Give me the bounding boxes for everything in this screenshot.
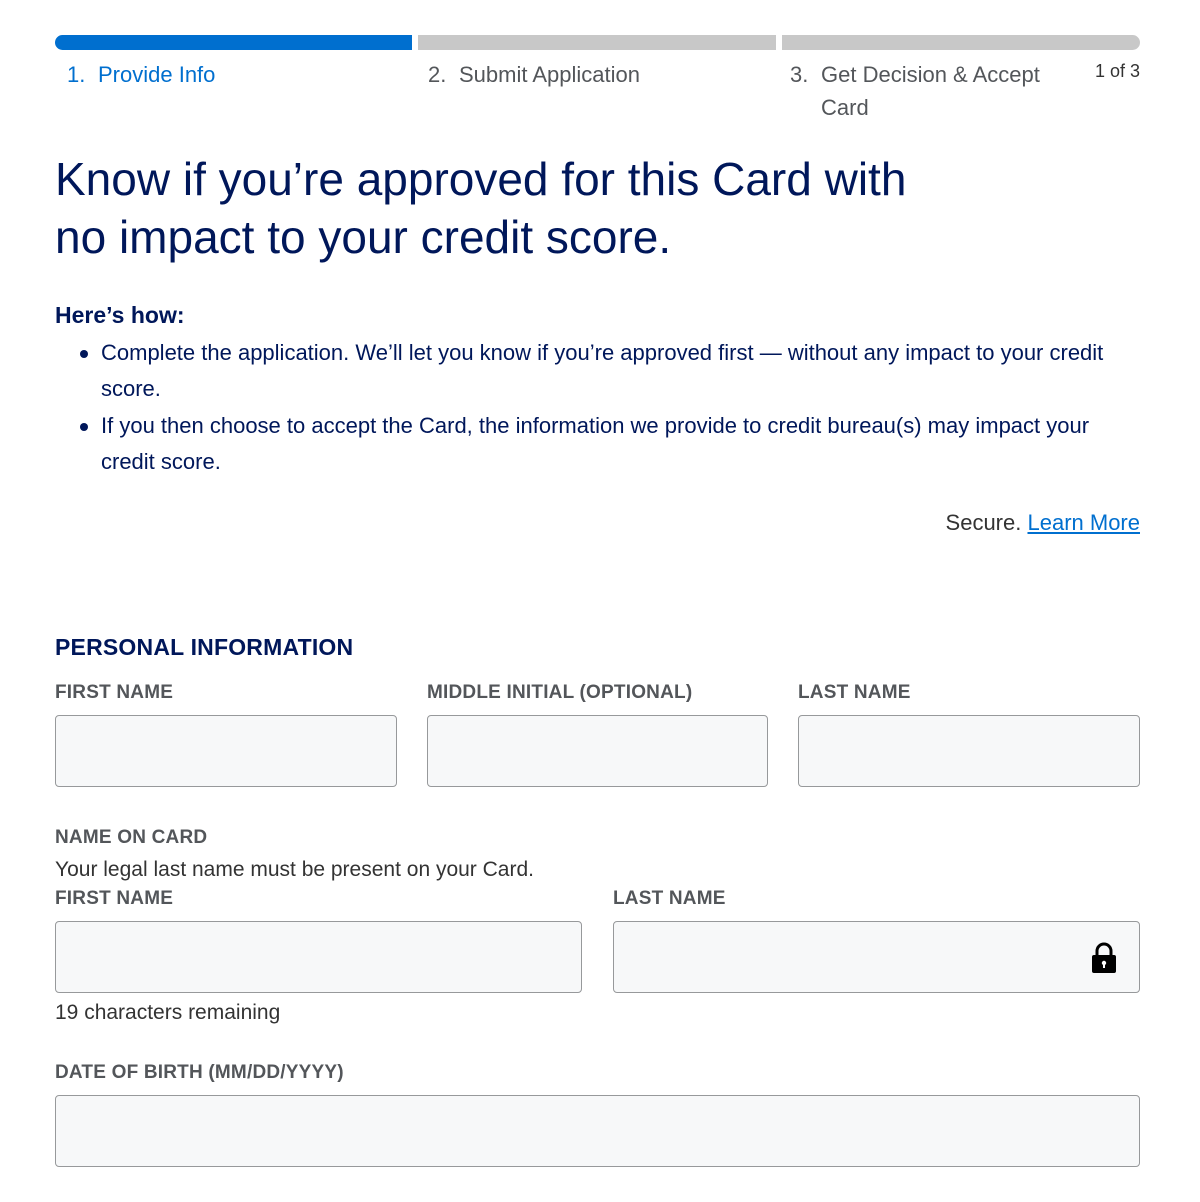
step-number: 2. [428, 62, 447, 87]
step-number: 3. [790, 62, 809, 87]
first-name-input[interactable] [56, 716, 396, 786]
howto-item: If you then choose to accept the Card, the information we provide to credit bureau(s) may impact your credit score. [55, 408, 1130, 480]
card-first-name-input[interactable] [56, 922, 581, 992]
middle-initial-field[interactable] [427, 715, 768, 787]
learn-more-link[interactable]: Learn More [1027, 510, 1140, 535]
chars-remaining: 19 characters remaining [55, 1001, 281, 1024]
card-first-name-label: FIRST NAME [55, 888, 174, 909]
first-name-field[interactable] [55, 715, 397, 787]
dob-field[interactable] [55, 1095, 1140, 1167]
page-title: Know if you’re approved for this Card with no impact to your credit score. [55, 153, 907, 263]
card-last-name-input[interactable] [614, 922, 1139, 992]
last-name-field[interactable] [798, 715, 1140, 787]
last-name-input[interactable] [799, 716, 1139, 786]
howto-list [55, 335, 1130, 481]
secure-text: Secure. [945, 510, 1022, 535]
progress-bar-step-3 [782, 35, 1140, 50]
name-on-card-note: Your legal last name must be present on your Card. [55, 858, 534, 881]
howto-heading: Here’s how: [55, 302, 185, 328]
step-label: Provide Info [98, 62, 216, 87]
card-last-name-field[interactable] [613, 921, 1140, 993]
last-name-label: LAST NAME [798, 682, 911, 703]
personal-info-heading: PERSONAL INFORMATION [55, 634, 354, 660]
name-on-card-heading: NAME ON CARD [55, 827, 208, 848]
dob-label: DATE OF BIRTH (MM/DD/YYYY) [55, 1062, 344, 1083]
step-label: Submit Application [459, 62, 640, 87]
howto-item: Complete the application. We’ll let you know if you’re approved first — without any impact to your credit score. [55, 335, 1130, 407]
step-label: Get Decision & Accept Card [821, 62, 1040, 120]
card-first-name-field[interactable] [55, 921, 582, 993]
middle-initial-input[interactable] [428, 716, 767, 786]
dob-input[interactable] [56, 1096, 1139, 1166]
step-number: 1. [67, 62, 86, 87]
middle-initial-label: MIDDLE INITIAL (OPTIONAL) [427, 682, 693, 703]
lock-icon [1091, 942, 1117, 974]
progress-bar-step-2 [418, 35, 776, 50]
card-last-name-label: LAST NAME [613, 888, 726, 909]
progress-bar-step-1 [55, 35, 412, 50]
first-name-label: FIRST NAME [55, 682, 174, 703]
step-counter: 1 of 3 [1094, 61, 1140, 81]
secure-notice [946, 510, 1140, 536]
